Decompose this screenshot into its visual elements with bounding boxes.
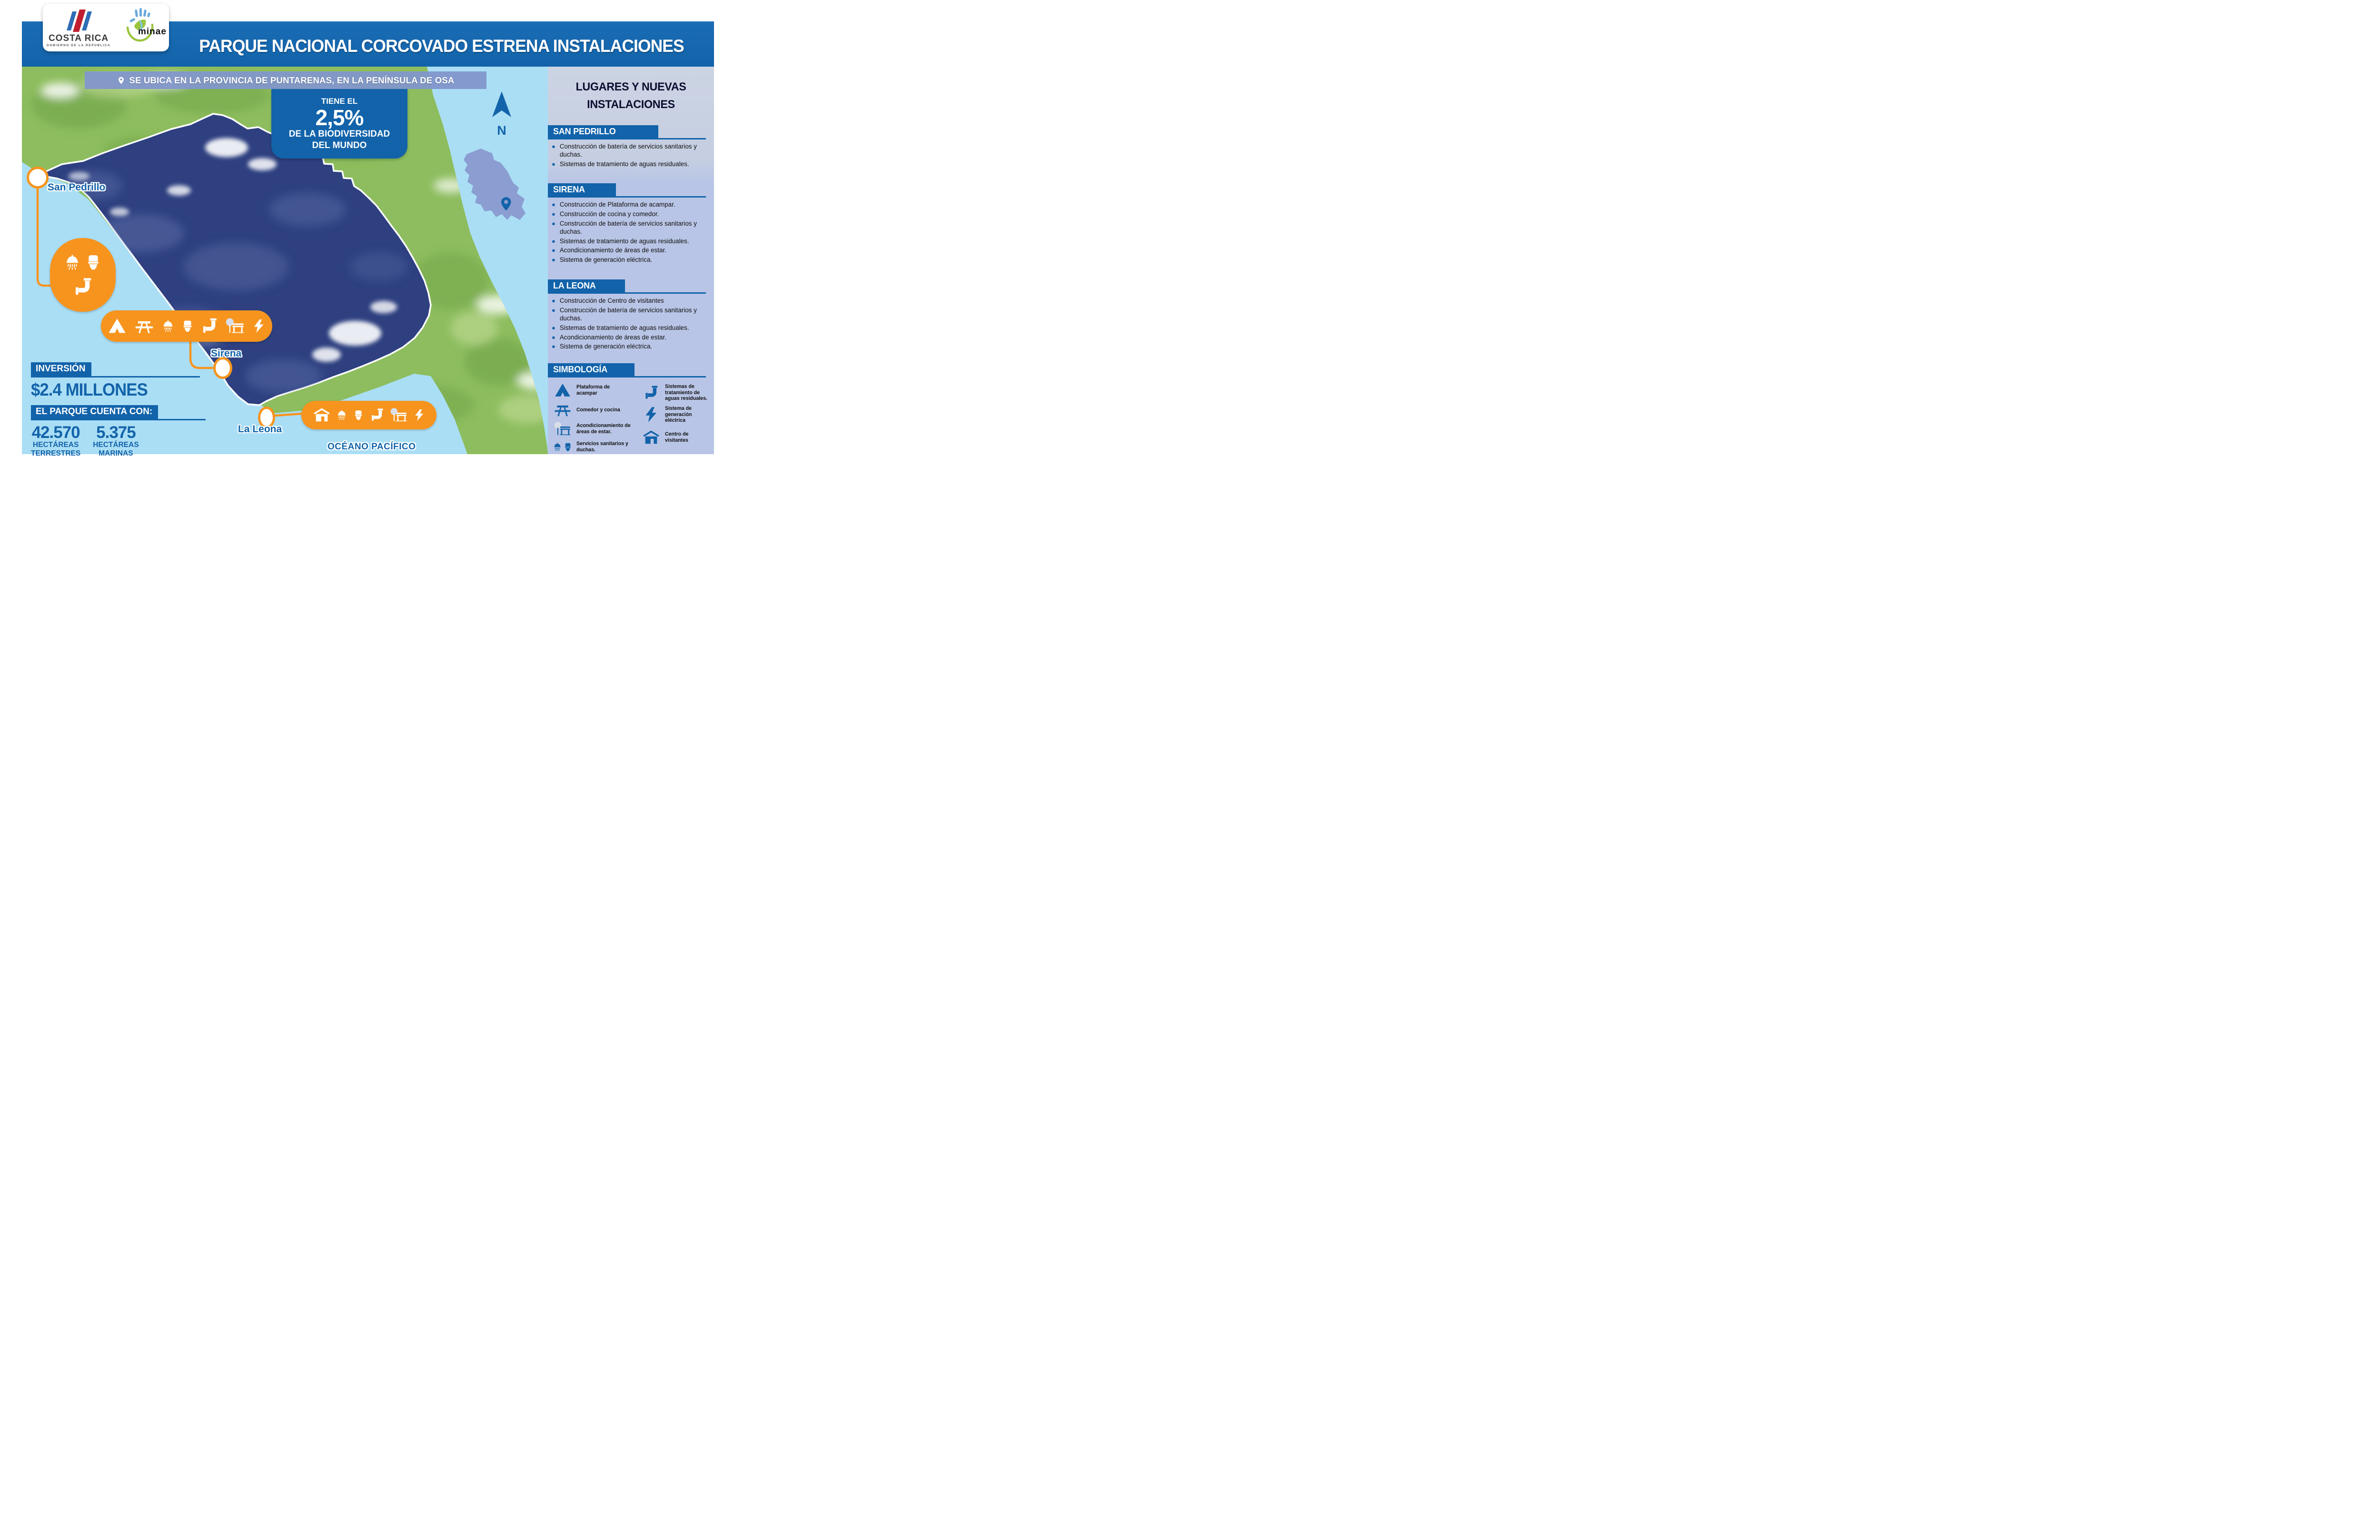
list-item-text: Sistemas de tratamiento de aguas residuales. [559,324,689,331]
bullet-dot: ● [552,210,555,218]
list-item [552,343,712,351]
biodiversity-line3: DEL MUNDO [312,140,367,151]
location-banner-text: SE UBICA EN LA PROVINCIA DE PUNTARENAS, EN LA PENÍNSULA DE OSA [129,75,455,85]
legend-item-bench [553,420,633,438]
stat-unit-line1: HECTÁREAS [93,441,139,449]
pipe-icon [369,407,385,424]
la-leona-facilities [301,401,436,429]
stat-terrestrial [31,424,80,458]
ocean-label: OCÉANO PACÍFICO [327,442,416,452]
biodiversity-value: 2,5% [315,105,364,130]
list-item [552,256,712,264]
list-item [552,201,712,209]
biodiversity-box [271,89,407,159]
legend-label: Plataforma de acampar [576,384,610,396]
list-item-text: Construcción de batería de servicios sanitarios y duchas. [559,306,697,322]
list-item [552,160,712,169]
sirena-list [552,201,712,266]
legend-label: Comedor y cocina [576,407,620,413]
sidebar-panel [548,67,714,454]
section-rule [548,376,706,378]
list-item-text: Sistema de generación eléctrica. [559,256,653,264]
shower-toilet-icon [553,440,573,454]
biodiversity-line2-bold: BIODIVERSIDAD [318,129,390,139]
toilet-icon [353,407,364,424]
list-item-text: Acondicionamiento de áreas de estar. [559,333,666,341]
list-item-text: Construcción de cocina y comedor. [559,210,659,218]
bullet-dot: ● [552,201,555,208]
list-item-text: Construcción de Centro de visitantes [559,297,664,304]
biodiversity-line1: TIENE EL [321,97,358,106]
tree-bench-icon [225,316,246,336]
bullet-dot: ● [552,256,555,264]
section-rule [548,138,706,139]
lightning-icon [413,406,426,424]
location-pin-icon [117,75,125,86]
infographic-poster [0,0,736,476]
shower-icon [336,407,347,424]
pipe-icon [200,317,218,336]
legend-label: Centro de visitantes [665,431,689,443]
list-item-text: Construcción de batería de servicios sanitarios y duchas. [559,143,697,158]
la-leona-label: La Leona [238,424,282,435]
minae-logo-name: minae [138,27,167,37]
sirena-facilities [101,310,272,342]
san-pedrillo-facilities [50,238,116,312]
sidebar-title-line1: LUGARES Y NUEVAS [575,80,686,93]
visitor-center-icon [641,428,661,447]
legend-item-house [641,428,711,447]
bullet-dot: ● [552,324,555,331]
bullet-dot: ● [552,219,555,227]
lightning-icon [252,316,266,336]
tree-bench-icon [553,420,573,438]
san-pedrillo-list [552,143,712,170]
sirena-marker [213,357,232,379]
compass [485,91,519,138]
stat-unit-line2: TERRESTRES [31,449,81,458]
tree-bench-icon [390,406,408,424]
list-item-text: Construcción de batería de servicios sanitarios y duchas. [559,219,697,235]
toilet-icon [181,317,194,336]
list-item-text: Sistemas de tratamiento de aguas residuales. [559,160,689,168]
list-item [552,210,712,219]
stat-unit-line2: MARINAS [99,449,133,458]
section-heading-label: LA LEONA [553,281,596,290]
list-item [552,324,712,332]
costa-rica-inset-map [453,143,546,233]
biodiversity-line2-prefix: DE LA [288,129,318,139]
legend-label: Sistema de generación eléctrica [665,406,692,424]
bullet-dot: ● [552,306,555,314]
legend-label: Acondicionamiento de áreas de estar. [576,423,631,435]
tent-icon [107,317,127,336]
stat-unit-line1: HECTÁREAS [32,441,79,449]
investment-label: INVERSIÓN [31,362,91,376]
list-item [552,247,712,255]
poster-title: PARQUE NACIONAL CORCOVADO ESTRENA INSTALACIONES [199,36,684,56]
location-banner [85,71,486,89]
list-item [552,334,712,342]
logo-box [43,4,169,51]
stat-value: 42.570 [31,423,80,442]
compass-label: N [497,123,506,138]
section-rule [548,196,706,198]
stat-marine [93,424,139,458]
list-item-text: Sistemas de tratamiento de aguas residuales. [559,237,689,245]
list-item [552,143,712,159]
investment-block [31,362,206,458]
sidebar-title-line2: INSTALACIONES [587,98,675,111]
bullet-dot: ● [552,143,555,150]
legend-item-bolt [641,406,711,424]
bullet-dot: ● [552,333,555,341]
stat-value: 5.375 [96,423,136,442]
visitor-center-icon [313,406,331,424]
legend-item-pipe [641,384,711,402]
biodiversity-line2 [271,129,407,139]
bullet-dot: ● [552,247,555,254]
section-header-san-pedrillo [548,125,658,138]
list-item-text: Acondicionamiento de áreas de estar. [559,247,666,254]
bullet-dot: ● [552,237,555,245]
san-pedrillo-label: San Pedrillo [48,182,106,193]
section-heading-label: SIMBOLOGÍA [553,365,607,374]
costa-rica-logo-subtitle: GOBIERNO DE LA REPÚBLICA [46,44,111,47]
legend-label: Sistemas de tratamiento de aguas residuales. [665,384,707,402]
tent-icon [553,382,573,399]
section-rule [548,292,706,294]
park-has-underline [31,419,206,420]
pipe-icon [641,385,661,401]
section-header-la-leona [548,279,625,292]
shower-icon [161,317,175,336]
costa-rica-flag-icon [61,9,93,33]
la-leona-list [552,297,712,352]
san-pedrillo-marker [27,167,49,189]
legend-item-sanitary [553,440,633,454]
list-item [552,307,712,323]
legend-item-tent [553,382,628,399]
picnic-table-icon [553,401,573,419]
north-arrow-icon [489,91,514,121]
picnic-table-icon [133,316,155,336]
bullet-dot: ● [552,343,555,350]
legend-item-picnic [553,401,628,419]
list-item-text: Construcción de Plataforma de acampar. [559,201,675,208]
investment-underline [31,376,200,378]
costa-rica-logo-name: COSTA RICA [48,33,109,43]
list-item [552,238,712,246]
list-item-text: Sistema de generación eléctrica. [559,343,653,350]
pipe-icon [72,277,94,298]
section-header-simbologia [548,363,635,376]
section-heading-label: SIRENA [553,185,585,194]
sidebar-title [550,78,712,113]
list-item [552,297,712,305]
shower-icon [64,253,81,272]
bullet-dot: ● [552,297,555,304]
bullet-dot: ● [552,160,555,168]
section-heading-label: SAN PEDRILLO [553,127,616,136]
park-has-label: EL PARQUE CUENTA CON: [31,405,158,419]
sirena-label: Sirena [211,348,242,359]
toilet-icon [85,253,102,272]
lightning-icon [641,407,661,423]
section-header-sirena [548,183,616,196]
list-item [552,220,712,236]
investment-amount: $2.4 MILLONES [31,380,148,399]
legend-label: Servicios sanitarios y duchas. [576,441,628,453]
